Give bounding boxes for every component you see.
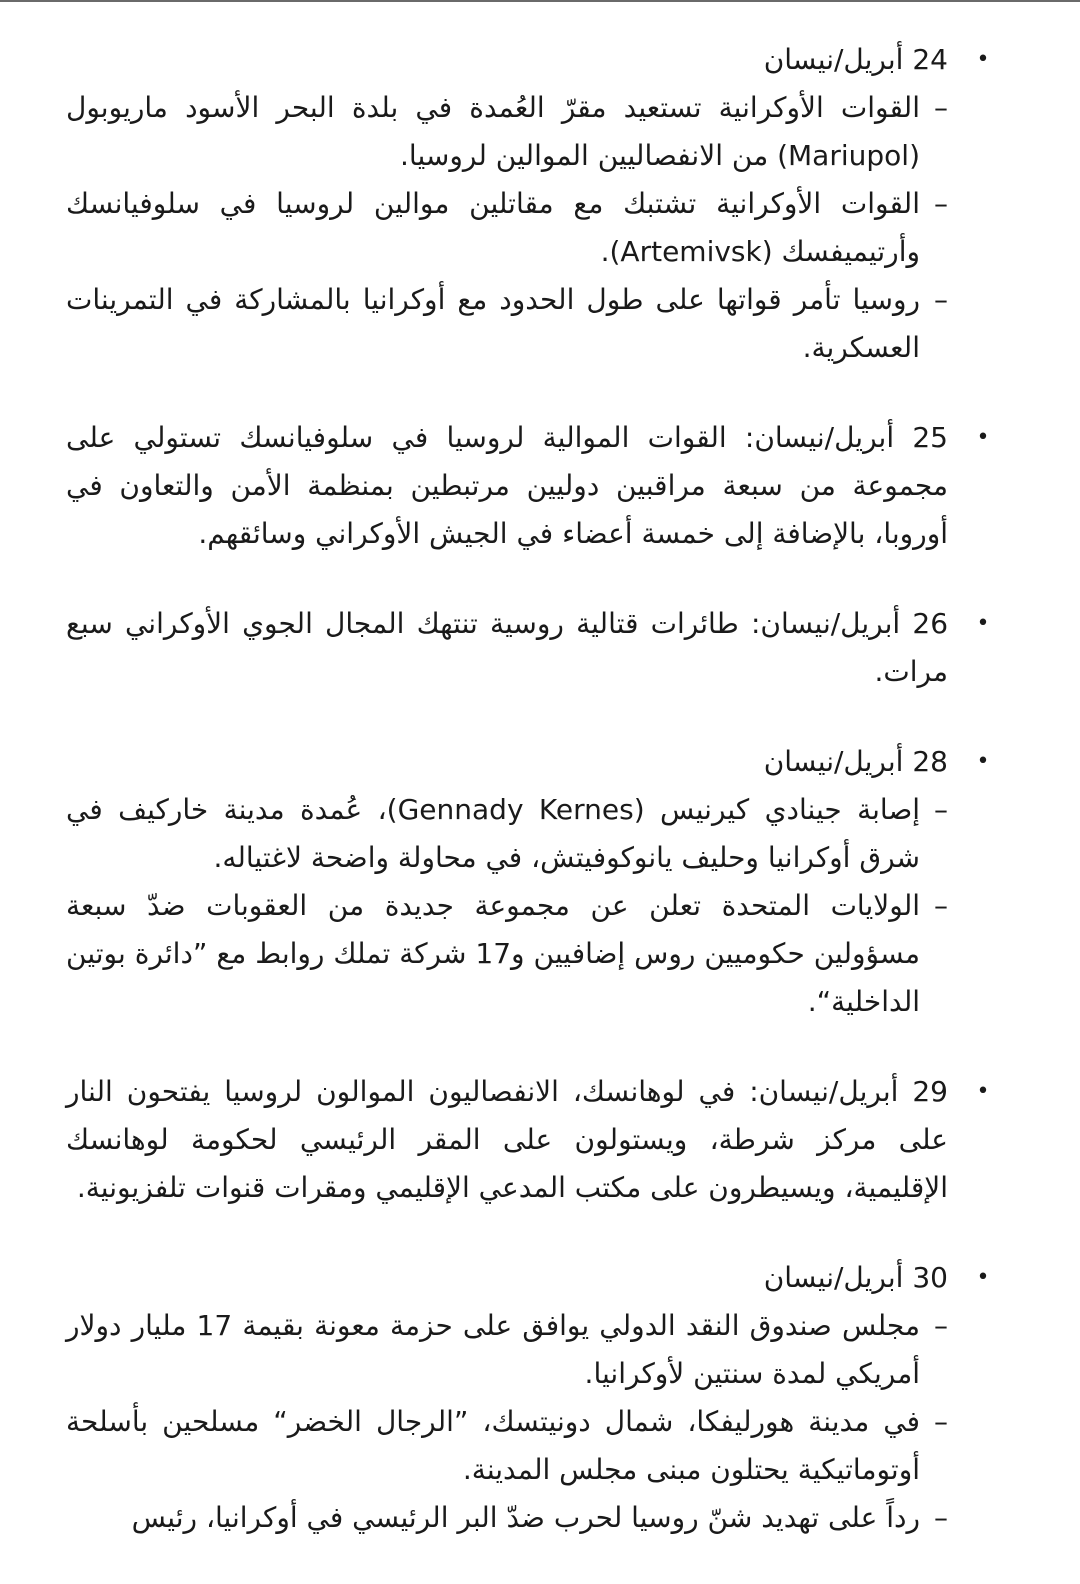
bullet-icon: • (976, 1265, 990, 1290)
entry-text: القوات الموالية لروسيا في سلوفيانسك تستولي على مجموعة من سبعة مراقبين دوليين مرتبطين بمنظمة الأمن والتعاون في أوروبا، بالإضافة إلى خمسة أعضاء في الجيش الأوكراني وسائقهم. (66, 421, 948, 550)
bullet-icon: • (976, 47, 990, 72)
entry-date: 29 أبريل/نيسان: (749, 1075, 948, 1108)
bullet-icon: • (976, 425, 990, 450)
dash-icon: – (934, 1405, 948, 1438)
sub-item (66, 276, 948, 372)
sub-item-text: رداً على تهديد شنّ روسيا لحرب ضدّ البر الرئيسي في أوكرانيا، رئيس (131, 1501, 920, 1534)
dash-icon: – (934, 187, 948, 220)
document-page (66, 36, 1022, 1584)
dash-icon: – (934, 1309, 948, 1342)
entry-text: في لوهانسك، الانفصاليون الموالون لروسيا يفتحون النار على مركز شرطة، ويستولون على المقر الرئيسي لحكومة لوهانسك الإقليمية، ويسيطرون على مكتب المدعي الإقليمي ومقرات قنوات تلفزيونية. (66, 1075, 948, 1204)
sub-item-text: القوات الأوكرانية تستعيد مقرّ العُمدة في بلدة البحر الأسود ماريوبول (Mariupol) من الانفصاليين الموالين لروسيا. (66, 91, 920, 172)
dash-icon: – (934, 1501, 948, 1534)
entry-april-30 (66, 1254, 1022, 1542)
entry-date: 25 أبريل/نيسان: (744, 421, 948, 454)
entry-date: 26 أبريل/نيسان: (751, 607, 949, 640)
sub-item-text: في مدينة هورليفكا، شمال دونيتسك، ”الرجال الخضر“ مسلحين بأسلحة أوتوماتيكية يحتلون مبنى مجلس المدينة. (66, 1405, 920, 1486)
entry-paragraph (66, 1068, 948, 1212)
entry-april-24 (66, 36, 1022, 372)
dash-icon: – (934, 283, 948, 316)
dash-icon: – (934, 91, 948, 124)
dash-icon: – (934, 889, 948, 922)
sub-item (66, 882, 948, 1026)
sub-item-text: روسيا تأمر قواتها على طول الحدود مع أوكرانيا بالمشاركة في التمرينات العسكرية. (66, 283, 920, 364)
entry-april-29 (66, 1068, 1022, 1212)
top-border-line (0, 0, 1080, 2)
sub-item-text: إصابة جينادي كيرنيس (Gennady Kernes)، عُمدة مدينة خاركيف في شرق أوكرانيا وحليف يانوكوفيتش، في محاولة واضحة لاغتياله. (66, 793, 920, 874)
sub-item (66, 1494, 948, 1542)
entry-text: طائرات قتالية روسية تنتهك المجال الجوي الأوكراني سبع مرات. (66, 607, 948, 688)
entry-april-25 (66, 414, 1022, 558)
sub-item-text: الولايات المتحدة تعلن عن مجموعة جديدة من العقوبات ضدّ سبعة مسؤولين حكوميين روس إضافيين و17 شركة تملك روابط مع ”دائرة بوتين الداخلية“. (66, 889, 920, 1018)
entry-date: 30 أبريل/نيسان (763, 1261, 948, 1294)
sub-item (66, 1302, 948, 1398)
sub-item-text: القوات الأوكرانية تشتبك مع مقاتلين موالين لروسيا في سلوفيانسك وأرتيميفسك (Artemivsk). (66, 187, 920, 268)
sub-item (66, 786, 948, 882)
sub-item-text: مجلس صندوق النقد الدولي يوافق على حزمة معونة بقيمة 17 مليار دولار أمريكي لمدة سنتين لأوكرانيا. (66, 1309, 920, 1390)
entry-april-28 (66, 738, 1022, 1026)
sub-item (66, 1398, 948, 1494)
sub-item (66, 84, 948, 180)
entry-april-26 (66, 600, 1022, 696)
entry-paragraph (66, 600, 948, 696)
dash-icon: – (934, 793, 948, 826)
bullet-icon: • (976, 611, 990, 636)
bullet-icon: • (976, 749, 990, 774)
bullet-icon: • (976, 1079, 990, 1104)
entry-date: 28 أبريل/نيسان (763, 745, 948, 778)
sub-item (66, 180, 948, 276)
entry-paragraph (66, 414, 948, 558)
entry-date: 24 أبريل/نيسان (763, 43, 948, 76)
